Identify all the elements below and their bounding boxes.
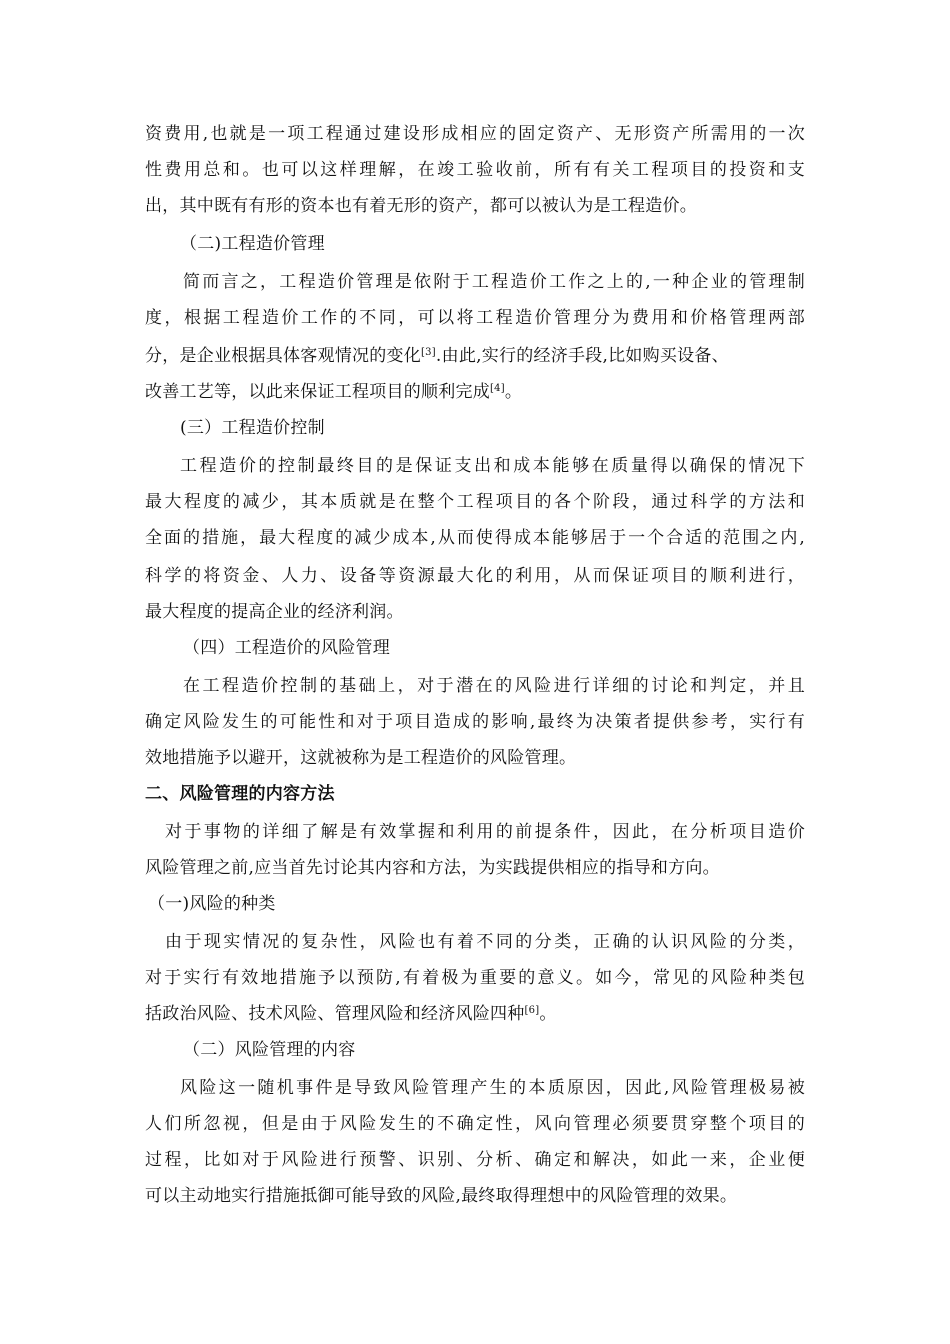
text-span: 括政治风险、技术风险、管理风险和经济风险四种: [145, 1004, 525, 1024]
paragraph-line: 对于实行有效地措施予以预防,有着极为重要的意义。如今，常见的风险种类包: [145, 968, 805, 988]
paragraph-line: 出，其中既有有形的资本也有着无形的资产，都可以被认为是工程造价。: [145, 196, 697, 216]
paragraph-line: 风险这一随机事件是导致风险管理产生的本质原因，因此,风险管理极易被: [180, 1078, 805, 1098]
text-span: 改善工艺等，以此来保证工程项目的顺利完成: [145, 382, 490, 402]
paragraph-line: 由于现实情况的复杂性，风险也有着不同的分类，正确的认识风险的分类，: [165, 932, 805, 952]
text-span: 分，是企业根据具体客观情况的变化: [145, 346, 421, 366]
subheading-risk-content: （二）风险管理的内容: [183, 1040, 356, 1060]
citation-ref: [4]: [490, 383, 505, 394]
text-span: 。: [539, 1004, 557, 1024]
paragraph-line: 度，根据工程造价工作的不同，可以将工程造价管理分为费用和价格管理两部: [145, 308, 805, 328]
subheading-risk-management: （四）工程造价的风险管理: [183, 638, 390, 658]
paragraph-line: [145, 996, 557, 1032]
paragraph-line: 性费用总和。也可以这样理解，在竣工验收前，所有有关工程项目的投资和支: [145, 160, 805, 180]
paragraph-line: 过程，比如对于风险进行预警、识别、分析、确定和解决，如此一来，企业便: [145, 1150, 805, 1170]
paragraph-line: 风险管理之前,应当首先讨论其内容和方法，为实践提供相应的指导和方向。: [145, 858, 720, 878]
paragraph-line: 人们所忽视，但是由于风险发生的不确定性，风向管理必须要贯穿整个项目的: [145, 1114, 805, 1134]
paragraph-line: 最大程度的减少，其本质就是在整个工程项目的各个阶段，通过科学的方法和: [145, 492, 805, 512]
subheading-risk-types: （一)风险的种类: [148, 894, 276, 914]
subheading-cost-management: （二)工程造价管理: [180, 234, 325, 254]
paragraph-line: 可以主动地实行措施抵御可能导致的风险,最终取得理想中的风险管理的效果。: [145, 1186, 738, 1206]
paragraph-line: 最大程度的提高企业的经济利润。: [145, 602, 404, 622]
section-heading: 二、风险管理的内容方法: [145, 784, 335, 804]
paragraph-line: [145, 338, 729, 374]
paragraph-line: 科学的将资金、人力、设备等资源最大化的利用，从而保证项目的顺利进行，: [145, 566, 805, 586]
paragraph-line: 对于事物的详细了解是有效掌握和利用的前提条件，因此，在分析项目造价: [165, 822, 805, 842]
subheading-cost-control: (三）工程造价控制: [180, 418, 325, 438]
paragraph-line: 在工程造价控制的基础上，对于潜在的风险进行详细的讨论和判定，并且: [183, 676, 805, 696]
paragraph-line: 简而言之，工程造价管理是依附于工程造价工作之上的,一种企业的管理制: [183, 272, 805, 292]
paragraph-line: [145, 374, 522, 410]
paragraph-line: 工程造价的控制最终目的是保证支出和成本能够在质量得以确保的情况下: [180, 456, 805, 476]
citation-ref: [6]: [524, 1005, 540, 1016]
text-span: 。: [504, 382, 523, 402]
citation-ref: [3]: [421, 347, 436, 358]
paragraph-line: 资费用,也就是一项工程通过建设形成相应的固定资产、无形资产所需用的一次: [145, 124, 805, 144]
paragraph-line: 效地措施予以避开，这就被称为是工程造价的风险管理。: [145, 748, 577, 768]
paragraph-line: 全面的措施，最大程度的减少成本,从而使得成本能够居于一个合适的范围之内,: [145, 528, 805, 548]
text-span: .由此,实行的经济手段,比如购买设备、: [435, 346, 729, 366]
paragraph-line: 确定风险发生的可能性和对于项目造成的影响,最终为决策者提供参考，实行有: [145, 712, 805, 732]
